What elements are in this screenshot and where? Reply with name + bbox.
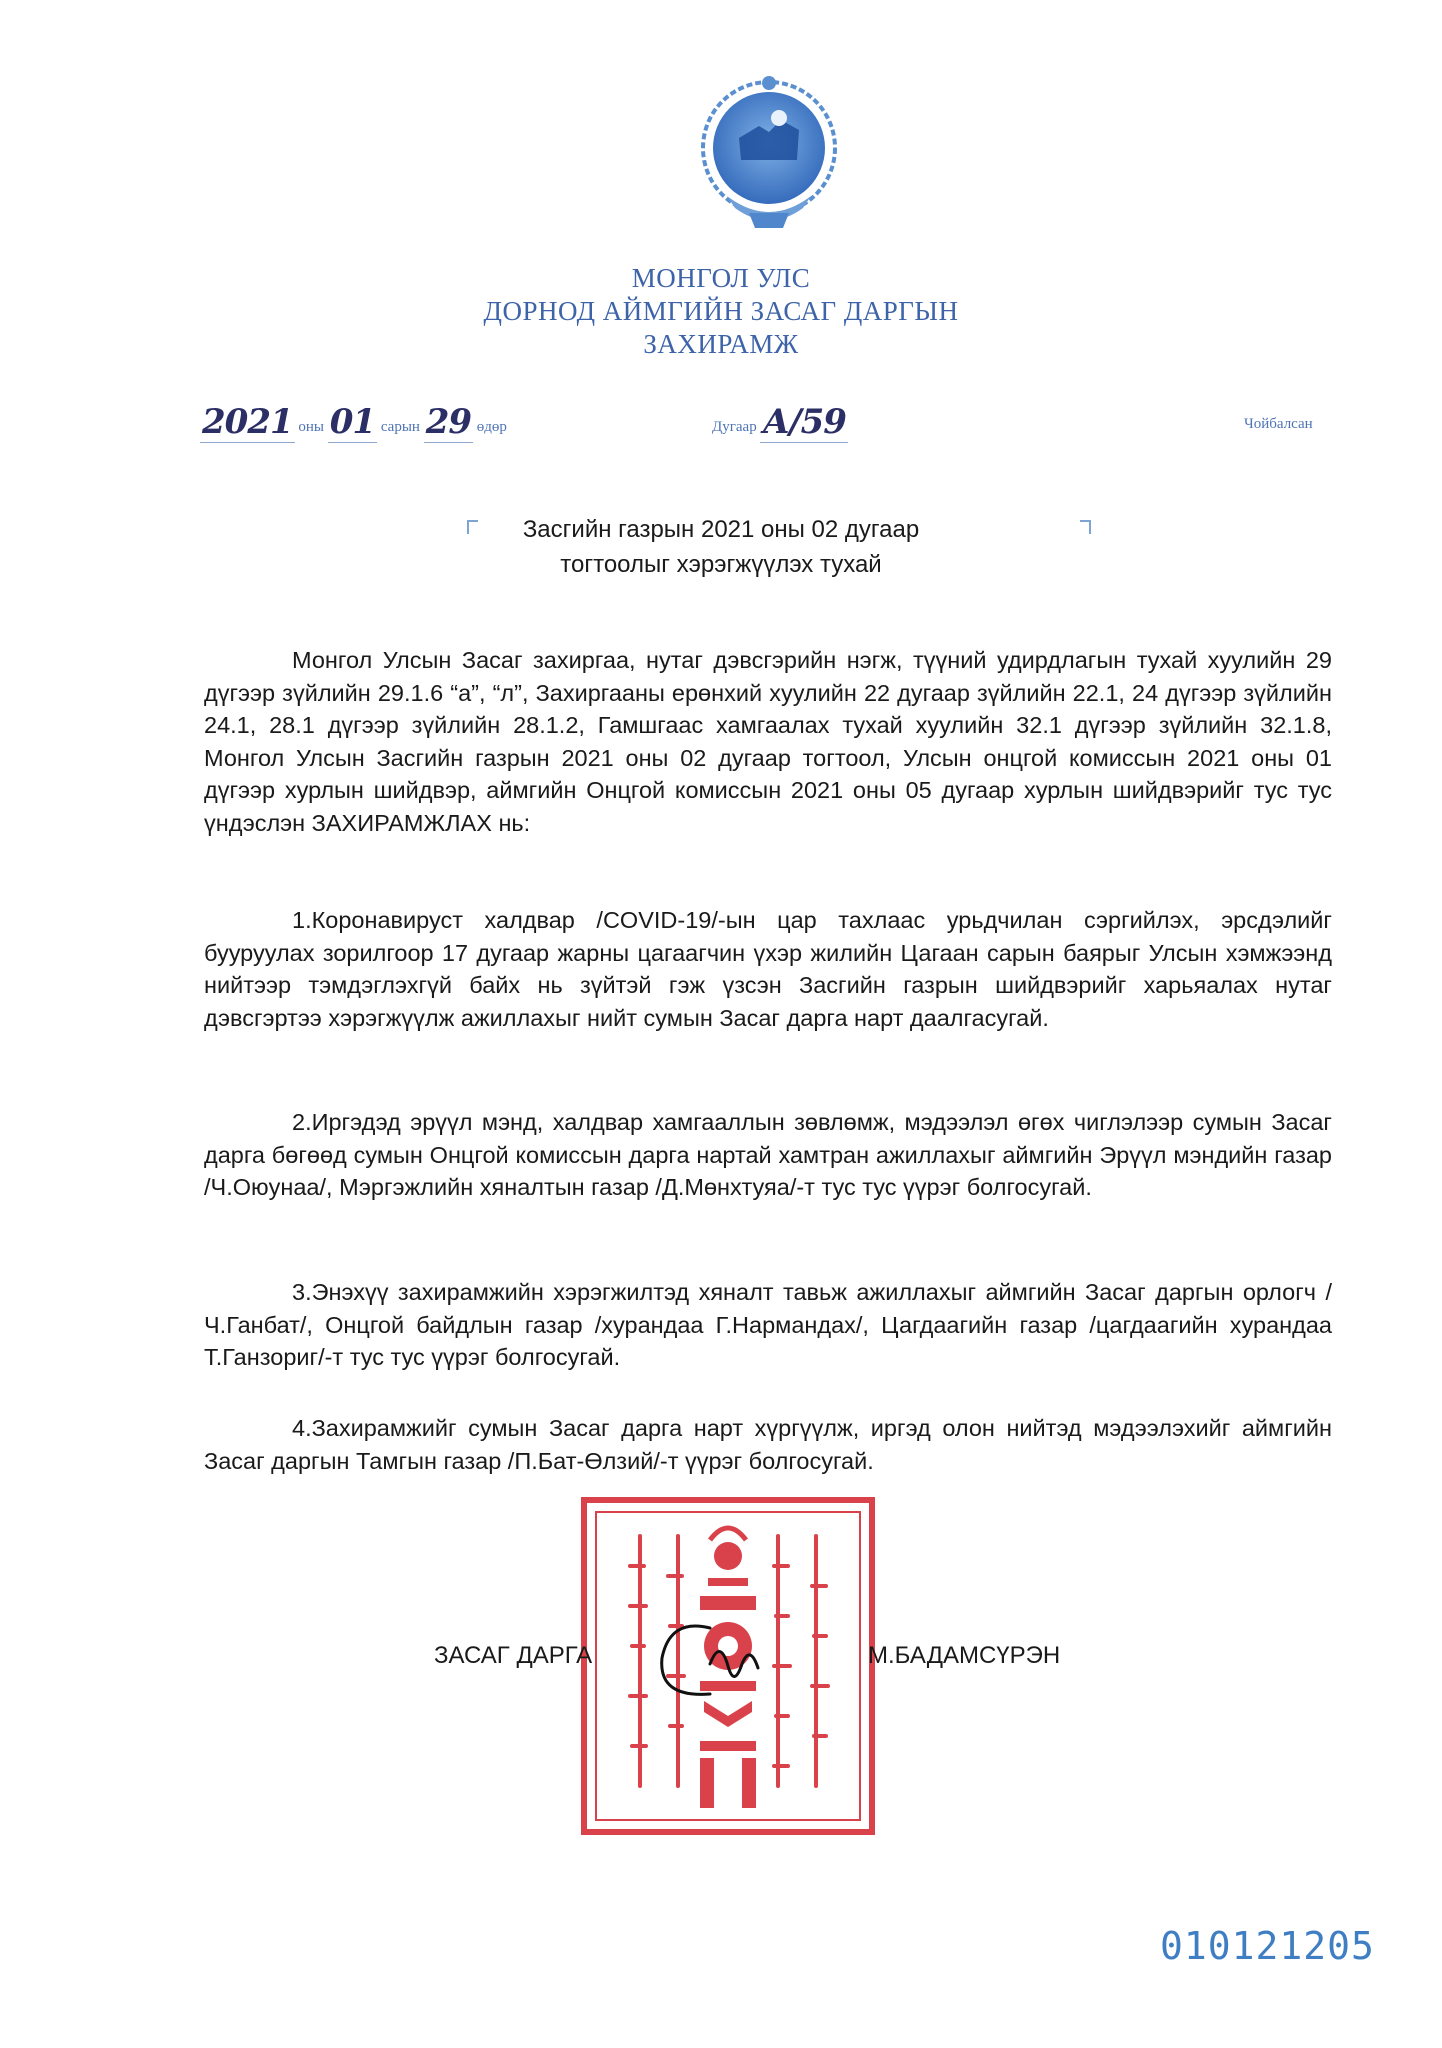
order-item-3: 3.Энэхүү захирамжийн хэрэгжилтэд хяналт тавьж ажиллахыг аймгийн Засаг даргын орлогч /Ч.Ганбат/, Онцгой байдлын газар /хурандаа Г.Нармандах/, Цагдаагийн газар /цагдаагийн хурандаа Т.Ганзориг/-т тус тус үүрэг болгосугай. bbox=[204, 1279, 1332, 1371]
document-city: Чойбалсан bbox=[1244, 416, 1313, 432]
state-emblem-icon bbox=[699, 68, 839, 248]
intro-paragraph: Монгол Улсын Засаг захиргаа, нутаг дэвсгэрийн нэгж, түүний удирдлагын тухай хуулийн 29 дүгээр зүйлийн 29.1.6 “а”, “л”, Захиргааны ерөнхий хуулийн 22 дугаар зүйлийн 22.1, 24 дүгээр зүйлийн 24.1, 28.1 дүгээр зүйлийн 28.1.2, Гамшгаас хамгаалах тухай хуулийн 32.1 дүгээр зүйлийн 32.1.8, Монгол Улсын Засгийн газрын 2021 оны 02 дугаар тогтоол, Улсын онцгой комиссын 2021 оны 01 дүгээр хурлын шийдвэр, аймгийн Онцгой комиссын 2021 оны 05 дугаар хурлын шийдвэрийг тус тус үндэслэн ЗАХИРАМЖЛАХ нь: bbox=[204, 647, 1332, 836]
number-label: Дугаар bbox=[712, 419, 757, 435]
document-number bbox=[712, 402, 848, 443]
document-date bbox=[200, 402, 507, 443]
order-item-4: 4.Захирамжийг сумын Засаг дарга нарт хүргүүлж, иргэд олон нийтэд мэдээлэхийг аймгийн Засаг даргын Тамгын газар /П.Бат-Өлзий/-т үүрэг болгосугай. bbox=[204, 1415, 1332, 1474]
subject-line-2: тогтоолыг хэрэгжүүлэх тухай bbox=[560, 551, 882, 578]
registration-number: 010121205 bbox=[1160, 1924, 1375, 1968]
order-item-1: 1.Коронавируст халдвар /COVID-19/-ын цар тахлаас урьдчилан сэргийлэх, эрсдэлийг бууруулах зорилгоор 17 дугаар жарны цагаагчин үхэр жилийн Цагаан сарын баярыг Улсын хэмжээнд нийтээр тэмдэглэхгүй байх нь зүйтэй гэж үзсэн Засгийн газрын шийдвэрийг харьяалах нутаг дэвсгэртээ хэрэгжүүлж ажиллахыг нийт сумын Засаг дарга нарт даалгасугай. bbox=[204, 907, 1332, 1031]
date-year: 2021 bbox=[202, 402, 293, 442]
date-month-label: сарын bbox=[380, 419, 420, 435]
document-type: ЗАХИРАМЖ bbox=[643, 329, 799, 359]
number-value: А/59 bbox=[762, 402, 846, 442]
document-subject bbox=[0, 512, 1442, 582]
date-day: 29 bbox=[425, 402, 472, 442]
date-month: 01 bbox=[329, 402, 376, 442]
signatory-title: ЗАСАГ ДАРГА bbox=[434, 1642, 593, 1669]
subject-line-1: Засгийн газрын 2021 оны 02 дугаар bbox=[522, 516, 920, 543]
document-header bbox=[0, 262, 1442, 361]
order-item-2: 2.Иргэдэд эрүүл мэнд, халдвар хамгааллын зөвлөмж, мэдээлэл өгөх чиглэлээр сумын Засаг дарга бөгөөд сумын Онцгой комиссын дарга нартай хамтран ажиллахыг аймгийн Эрүүл мэндийн газар /Ч.Оюунаа/, Мэргэжлийн хяналтын газар /Д.Мөнхтуяа/-т тус тус үүрэг болгосугай. bbox=[204, 1109, 1332, 1201]
date-day-label: өдөр bbox=[476, 419, 507, 435]
signatory-name: М.БАДАМСҮРЭН bbox=[868, 1642, 1061, 1669]
date-year-label: оны bbox=[298, 419, 324, 435]
issuing-authority: ДОРНОД АЙМГИЙН ЗАСАГ ДАРГЫН bbox=[483, 296, 959, 326]
handwritten-signature-icon bbox=[650, 1608, 780, 1708]
country-name: МОНГОЛ УЛС bbox=[631, 263, 811, 293]
